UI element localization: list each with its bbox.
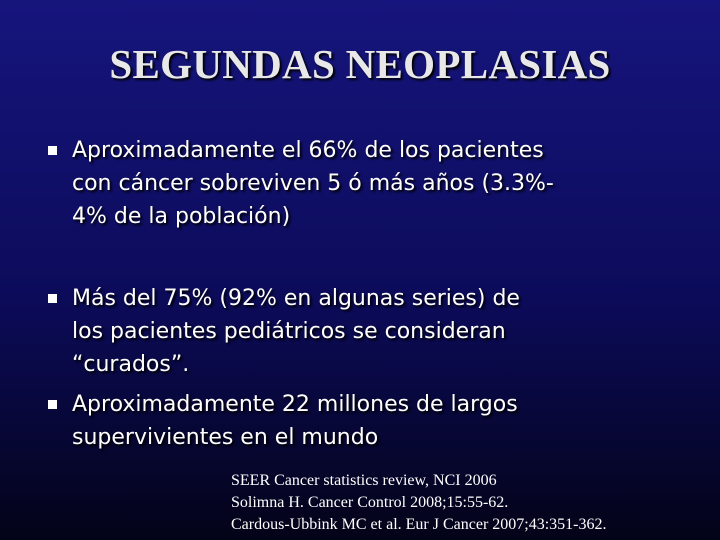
bullet-text [72,134,652,233]
reference-line: Solimna H. Cancer Control 2008;15:55-62. [231,494,509,511]
square-bullet-icon [48,146,57,155]
reference-line: Cardous-Ubbink MC et al. Eur J Cancer 2007;43:351-362. [231,516,607,533]
bullet-line: Más del 75% (92% en algunas series) de [72,286,520,311]
bullet-line: 4% de la población) [72,204,291,229]
square-bullet-icon [48,400,57,409]
bullet-line: Aproximadamente 22 millones de largos [72,392,518,417]
references [231,470,711,536]
bullet-line: “curados”. [72,352,190,377]
reference-line: SEER Cancer statistics review, NCI 2006 [231,472,497,489]
square-bullet-icon [48,294,57,303]
bullet-text [72,388,652,454]
bullet-line: los pacientes pediátricos se consideran [72,319,506,344]
bullet-text [72,282,652,381]
slide-title: SEGUNDAS NEOPLASIAS [109,41,611,87]
bullet-line: Aproximadamente el 66% de los pacientes [72,138,544,163]
bullet-line: con cáncer sobreviven 5 ó más años (3.3%- [72,171,554,196]
bullet-line: supervivientes en el mundo [72,425,379,450]
